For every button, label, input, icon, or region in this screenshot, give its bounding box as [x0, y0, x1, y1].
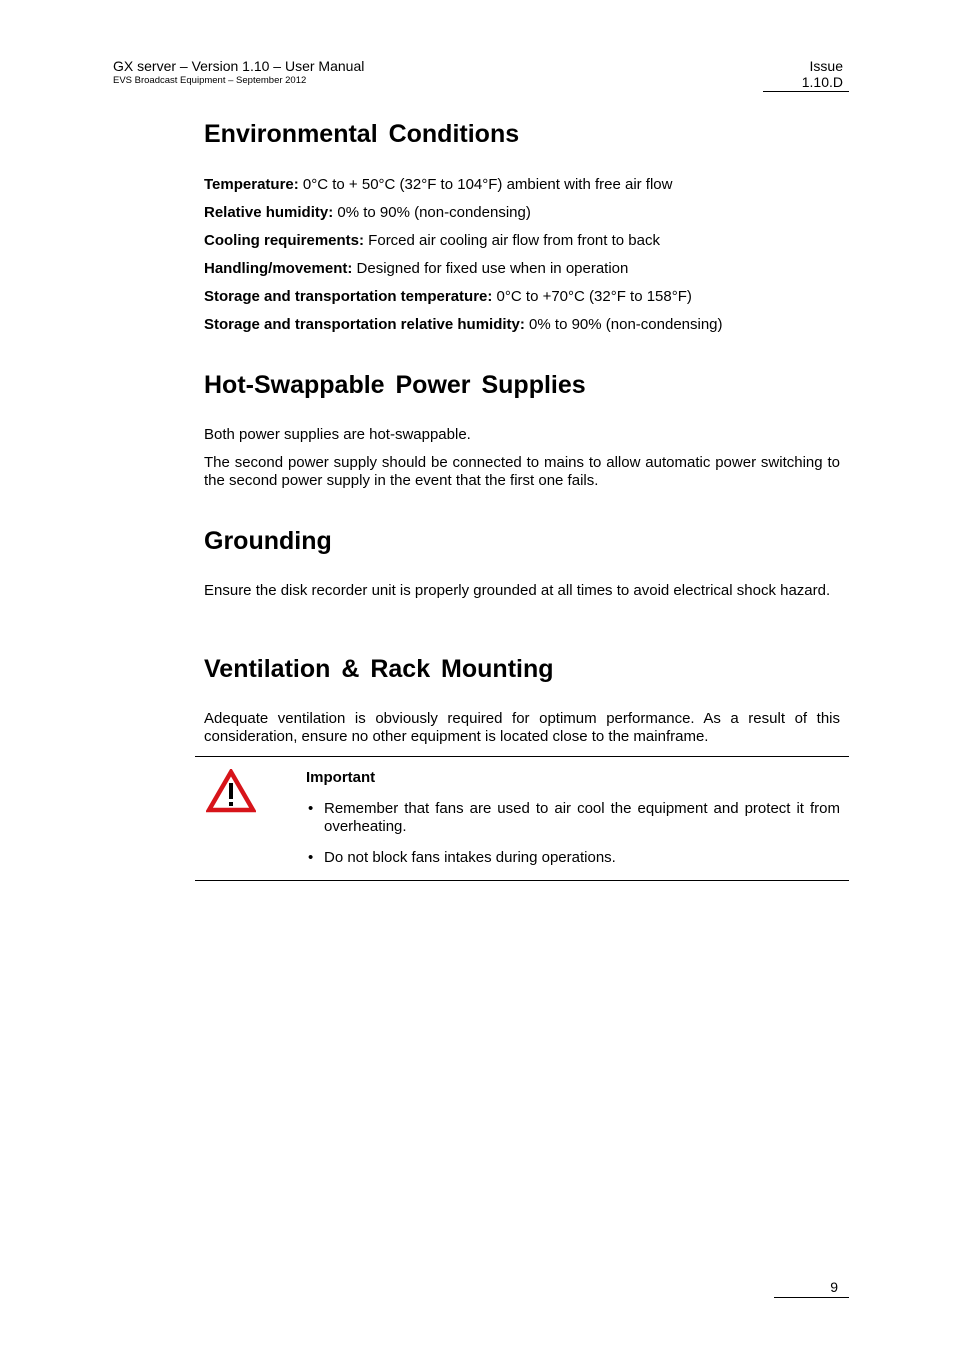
- env-item-label: Storage and transportation temperature:: [204, 288, 493, 305]
- page-number: [774, 1279, 849, 1298]
- heading-ventilation-rack-mounting: Ventilation & Rack Mounting: [204, 655, 554, 683]
- env-item-label: Cooling requirements:: [204, 232, 365, 249]
- page-number-text: 9: [830, 1279, 838, 1295]
- env-item-temperature: [204, 176, 840, 194]
- env-item-storage-temperature: [204, 288, 840, 306]
- env-item-storage-humidity: [204, 316, 840, 334]
- env-item-cooling: [204, 232, 840, 250]
- env-item-value: 0% to 90% (non-condensing): [524, 316, 723, 333]
- important-title: Important: [306, 769, 376, 786]
- env-item-value: Designed for fixed use when in operation: [352, 260, 629, 277]
- env-item-label: Handling/movement:: [204, 260, 353, 277]
- env-item-value: 0°C to + 50°C (32°F to 104°F) ambient with free air flow: [298, 176, 673, 193]
- important-bullet-text: Remember that fans are used to air cool the equipment and protect it from overheating.: [324, 800, 840, 835]
- important-bullet-item: [306, 849, 840, 867]
- heading-hot-swappable-power-supplies: Hot-Swappable Power Supplies: [204, 371, 586, 399]
- page-header: [113, 58, 364, 87]
- env-item-value: Forced air cooling air flow from front to back: [364, 232, 660, 249]
- issue-number: 1.10.D: [801, 74, 843, 90]
- grounding-paragraph: Ensure the disk recorder unit is properly grounded at all times to avoid electrical shock hazard.: [204, 582, 831, 599]
- heading-grounding: Grounding: [204, 527, 332, 555]
- hot-swap-paragraph-1: Both power supplies are hot-swappable.: [204, 426, 471, 443]
- hot-swap-paragraph-2: The second power supply should be connected to mains to allow automatic power switching to the second power supply in the event that the first one fails.: [204, 454, 840, 489]
- ventilation-paragraph: Adequate ventilation is obviously required for optimum performance. As a result of this consideration, ensure no other equipment is located close to the mainframe.: [204, 710, 840, 745]
- env-item-label: Temperature:: [204, 176, 299, 193]
- issue-block: [763, 58, 849, 92]
- warning-triangle-icon: [206, 769, 256, 813]
- bullet-dot: •: [308, 800, 314, 817]
- env-item-relative-humidity: [204, 204, 840, 222]
- env-item-label: Storage and transportation relative humidity:: [204, 316, 525, 333]
- bullet-dot: •: [308, 849, 314, 866]
- important-bullet-text: Do not block fans intakes during operations.: [324, 849, 616, 866]
- issue-label: Issue: [809, 58, 843, 74]
- important-bullet-item: [306, 800, 840, 836]
- env-item-label: Relative humidity:: [204, 204, 334, 221]
- document-subtitle: EVS Broadcast Equipment – September 2012: [113, 75, 307, 86]
- env-item-handling: [204, 260, 840, 278]
- heading-environmental-conditions: Environmental Conditions: [204, 120, 520, 148]
- env-item-value: 0°C to +70°C (32°F to 158°F): [492, 288, 692, 305]
- env-item-value: 0% to 90% (non-condensing): [333, 204, 531, 221]
- document-title: GX server – Version 1.10 – User Manual: [113, 58, 365, 74]
- important-note: [195, 756, 849, 881]
